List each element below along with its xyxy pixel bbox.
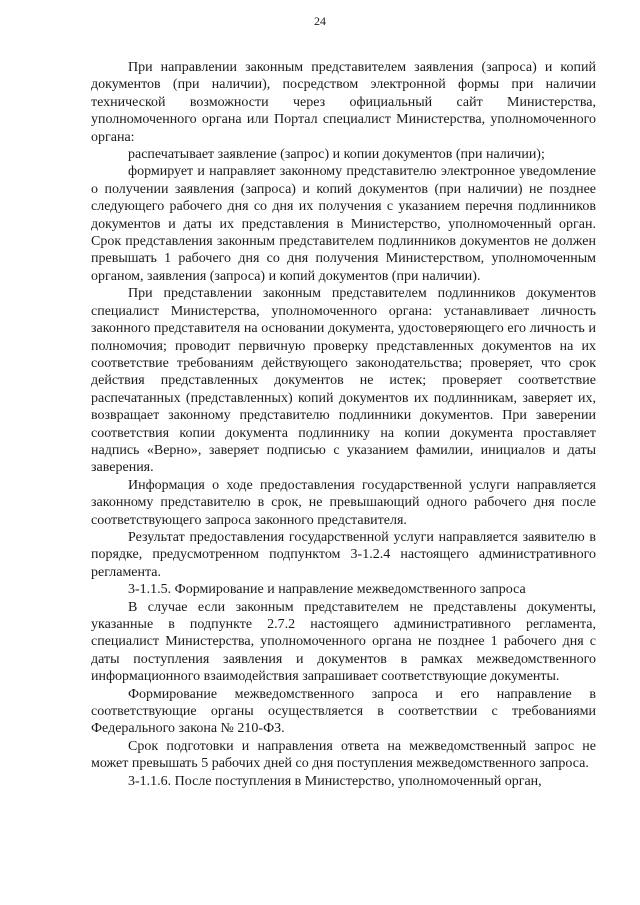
- page-number: 24: [314, 14, 326, 28]
- paragraph: Информация о ходе предоставления государственной услуги направляется законному представителю в срок, не превышающий одного рабочего дня после соответствующего запроса законного представителя.: [91, 477, 596, 528]
- paragraph: распечатывает заявление (запрос) и копии документов (при наличии);: [128, 147, 545, 163]
- paragraph: формирует и направляет законному представителю электронное уведомление о получении заявления (запроса) и копий документов (при наличии) не позднее следующего рабочего дня со дня их получения с указанием перечня подлинников документов и даты их представления в Министерство, уполномоченный орган. Срок представления законным представителем подлинников документов не должен превышать 1 рабочего дня со дня получения Министерством, уполномоченным органом, заявления (запроса) и копий документов (при наличии).: [91, 164, 596, 284]
- paragraph: Срок подготовки и направления ответа на межведомственный запрос не может превышать 5 рабочих дней со дня поступления межведомственного запроса.: [91, 738, 596, 772]
- paragraph: В случае если законным представителем не представлены документы, указанные в подпункте 2.7.2 настоящего административного регламента, специалист Министерства, уполномоченного органа не позднее 1 рабочего дня с даты поступления заявления и документов в рамках межведомственного информационного взаимодействия запрашивает соответствующие документы.: [91, 599, 596, 685]
- section-heading: 3-1.1.5. Формирование и направление межведомственного запроса: [128, 582, 526, 598]
- paragraph: Результат предоставления государственной услуги направляется заявителю в порядке, предусмотренном подпунктом 3-1.2.4 настоящего административного регламента.: [91, 529, 596, 580]
- document-body: [91, 59, 596, 790]
- paragraph: При представлении законным представителем подлинников документов специалист Министерства, уполномоченного органа: устанавливает личность законного представителя на основании документа, удостоверяющего его личность и полномочия; проводит первичную проверку представленных документов на их соответствие требованиям действующего законодательства; проверяет, что срок действия представленных документов не истек; проверяет соответствие распечатанных (представленных) копий документов их подлинникам, заверяет их, возвращает законному представителю подлинники документов. При заверении соответствия копии документа подлиннику на копии документа проставляет надпись «Верно», заверяет подписью с указанием фамилии, инициалов и даты заверения.: [91, 286, 596, 476]
- paragraph: 3-1.1.6. После поступления в Министерство, уполномоченный орган,: [128, 773, 542, 789]
- paragraph: Формирование межведомственного запроса и его направление в соответствующие органы осуществляется в соответствии с требованиями Федерального закона № 210-ФЗ.: [91, 686, 596, 737]
- paragraph: При направлении законным представителем заявления (запроса) и копий документов (при наличии), посредством электронной формы при наличии технической возможности через официальный сайт Министерства, уполномоченного органа или Портал специалист Министерства, уполномоченного органа:: [91, 60, 596, 145]
